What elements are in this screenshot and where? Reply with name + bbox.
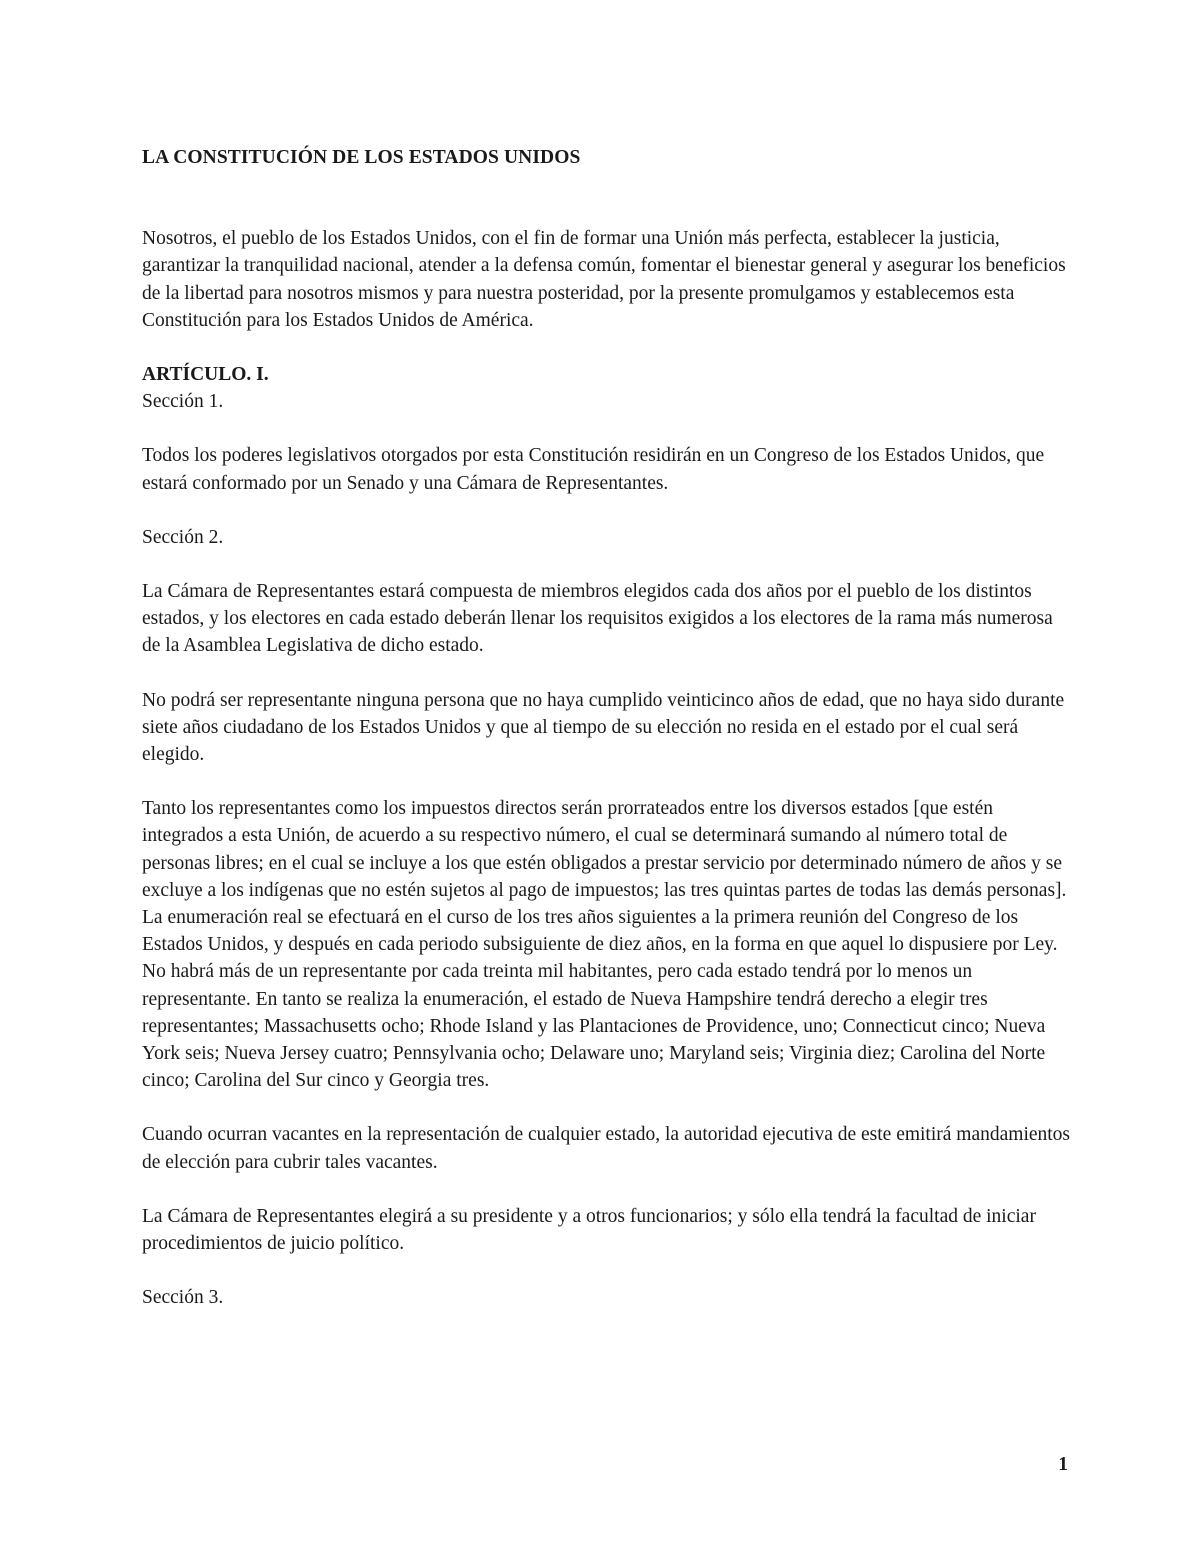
section-3-label: Sección 3. [142, 1287, 224, 1309]
section-2-label: Sección 2. [142, 526, 224, 548]
section-2-paragraph-1: La Cámara de Representantes estará compuesta de miembros elegidos cada dos años por el pueblo de los distintos estados, y los electores en cada estado deberán llenar los requisitos exigidos a los electores de la rama más numerosa de la Asamblea Legislativa de dicho estado. [142, 581, 1053, 657]
section-2-paragraph-4: Cuando ocurran vacantes en la representación de cualquier estado, la autoridad ejecutiva de este emitirá mandamientos de elección para cubrir tales vacantes. [142, 1124, 1071, 1173]
document-title: LA CONSTITUCIÓN DE LOS ESTADOS UNIDOS [142, 147, 581, 168]
section-1-label: Sección 1. [142, 391, 224, 413]
page-number: 1 [1058, 1454, 1068, 1475]
section-2-paragraph-2: No podrá ser representante ninguna persona que no haya cumplido veinticinco años de edad, que no haya sido durante siete años ciudadano de los Estados Unidos y que al tiempo de su elección no resida en el estado por el cual será elegido. [142, 689, 1065, 766]
section-2-paragraph-5: La Cámara de Representantes elegirá a su presidente y a otros funcionarios; y sólo ella tendrá la facultad de iniciar procedimientos de juicio político. [142, 1205, 1036, 1255]
preamble-paragraph: Nosotros, el pueblo de los Estados Unidos, con el fin de formar una Unión más perfecta, establecer la justicia, garantizar la tranquilidad nacional, atender a la defensa común, fomentar el bienestar general y asegurar los beneficios de la libertad para nosotros mismos y para nuestra posteridad, por la presente promulgamos y establecemos esta Constitución para los Estados Unidos de América. [142, 228, 1066, 331]
document-body [142, 144, 1072, 1339]
article-heading: ARTÍCULO. I. [142, 364, 269, 386]
section-1-paragraph: Todos los poderes legislativos otorgados por esta Constitución residirán en un Congreso de los Estados Unidos, que estará conformado por un Senado y una Cámara de Representantes. [142, 445, 1045, 494]
section-2-paragraph-3: Tanto los representantes como los impuestos directos serán prorrateados entre los diversos estados [que estén integrados a esta Unión, de acuerdo a su respectivo número, el cual se determinará sumando al número total de personas libres; en el cual se incluye a los que estén obligados a prestar servicio por determinado número de años y se excluye a los indígenas que no estén sujetos al pago de impuestos; las tres quintas partes de todas las demás personas]. La enumeración real se efectuará en el curso de los tres años siguientes a la primera reunión del Congreso de los Estados Unidos, y después en cada periodo subsiguiente de diez años, en la forma en que aquel lo dispusiere por Ley. No habrá más de un representante por cada treinta mil habitantes, pero cada estado tendrá por lo menos un representante. En tanto se realiza la enumeración, el estado de Nueva Hampshire tendrá derecho a elegir tres representantes; Massachusetts ocho; Rhode Island y las Plantaciones de Providence, uno; Connecticut cinco; Nueva York seis; Nueva Jersey cuatro; Pennsylvania ocho; Delaware uno; Maryland seis; Virginia diez; Carolina del Norte cinco; Carolina del Sur cinco y Georgia tres. [142, 798, 1067, 1092]
